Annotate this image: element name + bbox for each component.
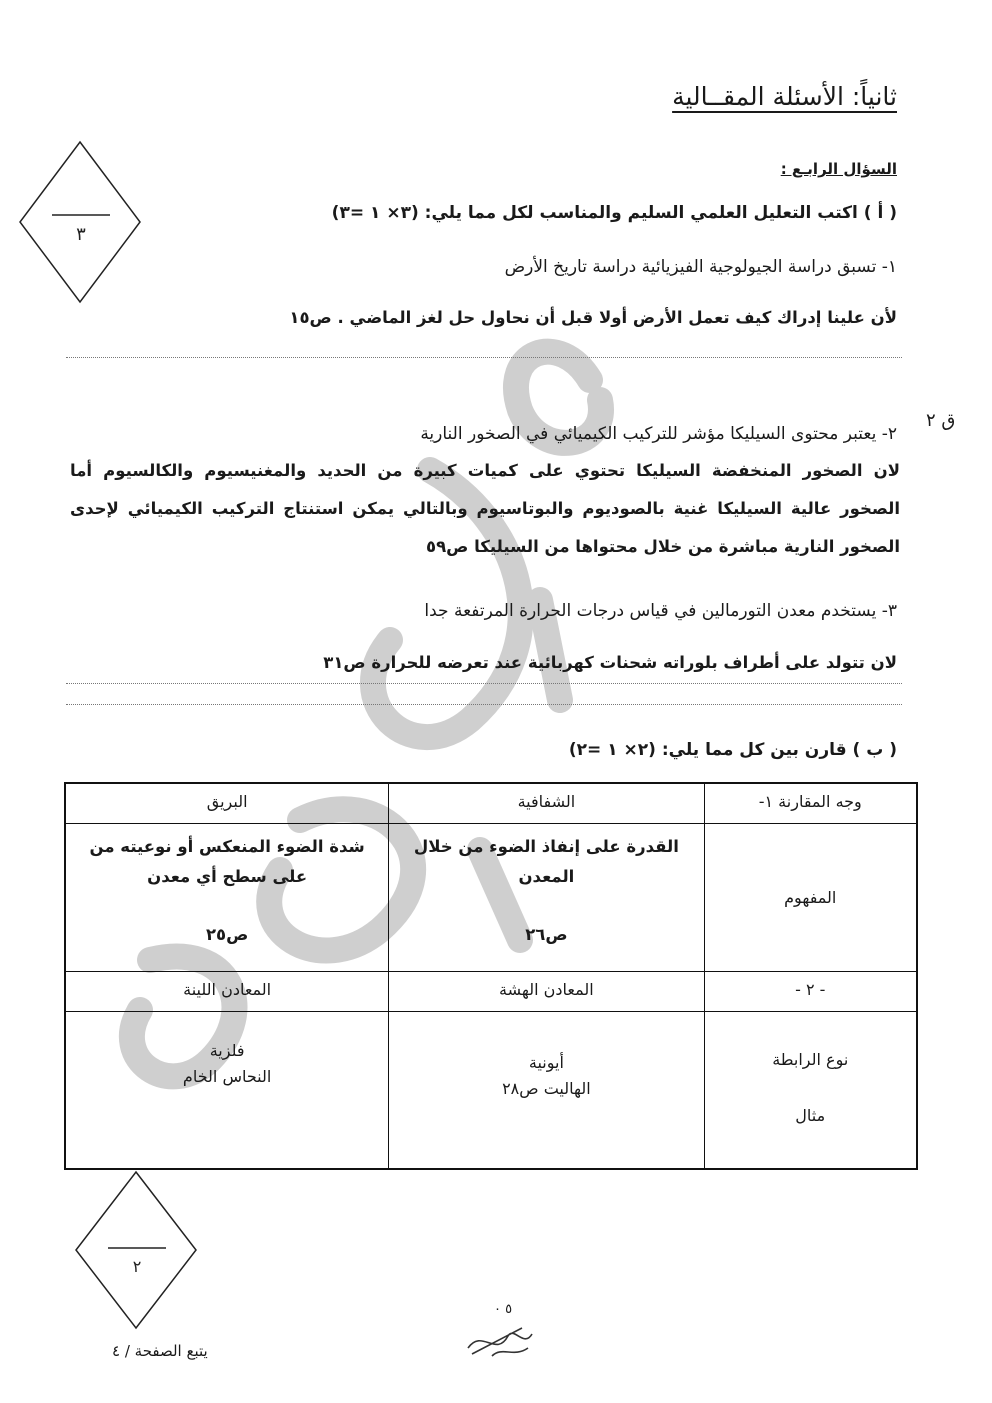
part-b-instruction: ( ب ) قارن بين كل مما يلي: (٢× ١ =٢) xyxy=(568,740,897,760)
part-a-instruction: ( أ ) اكتب التعليل العلمي السليم والمناسب لكل مما يلي: (٣× ١ =٣) xyxy=(331,203,897,223)
table-cell: المعادن الهشة xyxy=(389,971,704,1011)
score-diamond-top xyxy=(18,140,142,304)
item-3-answer: لان تتولد على أطراف بلوراته شحنات كهربائية عند تعرضه للحرارة ص٣١ xyxy=(323,653,897,672)
table-cell: - ٢ - xyxy=(704,971,917,1011)
item-1-question: ١- تسبق دراسة الجيولوجية الفيزيائية دراسة تاريخ الأرض xyxy=(504,257,897,277)
table-row xyxy=(65,1011,917,1169)
table-cell: الشفافية xyxy=(389,783,704,823)
table-cell xyxy=(389,823,704,971)
continue-note: يتبع الصفحة / ٤ xyxy=(112,1342,208,1360)
section-title: ثانياً: الأسئلة المقــالية xyxy=(672,82,897,111)
row-label: مثال xyxy=(795,1105,826,1125)
small-note: ٥ ٠ xyxy=(494,1302,513,1317)
table-row xyxy=(65,971,917,1011)
page-ref: ص٢٥ xyxy=(205,924,249,944)
table-row xyxy=(65,783,917,823)
score-top-value: ٣ xyxy=(76,224,86,245)
divider xyxy=(66,704,902,705)
table-cell xyxy=(65,823,389,971)
cell-text: القدرة على إنفاذ الضوء من خلال المعدن xyxy=(413,836,679,886)
side-mark: ق ٢ xyxy=(926,410,956,431)
table-cell: البريق xyxy=(65,783,389,823)
divider xyxy=(66,357,902,358)
score-bottom-value: ٢ xyxy=(132,1257,142,1276)
page-ref: ص٢٦ xyxy=(525,924,568,944)
cell-text: الهاليت ص٢٨ xyxy=(502,1078,591,1098)
table-cell xyxy=(389,1011,704,1169)
table-cell: وجه المقارنة ١- xyxy=(704,783,917,823)
row-label: نوع الرابطة xyxy=(772,1049,849,1069)
signature-icon xyxy=(462,1318,542,1368)
table-cell: المعادن اللينة xyxy=(65,971,389,1011)
table-cell xyxy=(704,1011,917,1169)
item-2-question: ٢- يعتبر محتوى السيليكا مؤشر للتركيب الكيميائي في الصخور النارية xyxy=(420,424,897,444)
divider xyxy=(66,683,902,684)
item-3-question: ٣- يستخدم معدن التورمالين في قياس درجات الحرارة المرتفعة جدا xyxy=(424,601,897,621)
table-cell: المفهوم xyxy=(704,823,917,971)
cell-text: أيونية xyxy=(528,1052,564,1072)
question-title: السؤال الرابـع : xyxy=(780,160,897,178)
item-2-answer: لان الصخور المنخفضة السيليكا تحتوي على كميات كبيرة من الحديد والمغنيسيوم والكالسيوم أما الصخور عالية السيليكا غنية بالصوديوم والبوتاسيوم وبالتالي يمكن استنتاج التركيب الكيميائي لإحدى الصخور النارية مباشرة من خلال محتواها من السيليكا ص٥٩ xyxy=(70,461,900,556)
item-1-answer: لأن علينا إدراك كيف تعمل الأرض أولا قبل أن نحاول حل لغز الماضي . ص١٥ xyxy=(289,308,897,327)
table-cell xyxy=(65,1011,389,1169)
score-diamond-bottom xyxy=(74,1170,198,1330)
table-row xyxy=(65,823,917,971)
comparison-table xyxy=(64,782,918,1170)
cell-text: النحاس الخام xyxy=(182,1066,272,1086)
cell-text: فلزية xyxy=(209,1040,245,1060)
cell-text: شدة الضوء المنعكس أو نوعيته من على سطح أي معدن xyxy=(89,836,365,886)
